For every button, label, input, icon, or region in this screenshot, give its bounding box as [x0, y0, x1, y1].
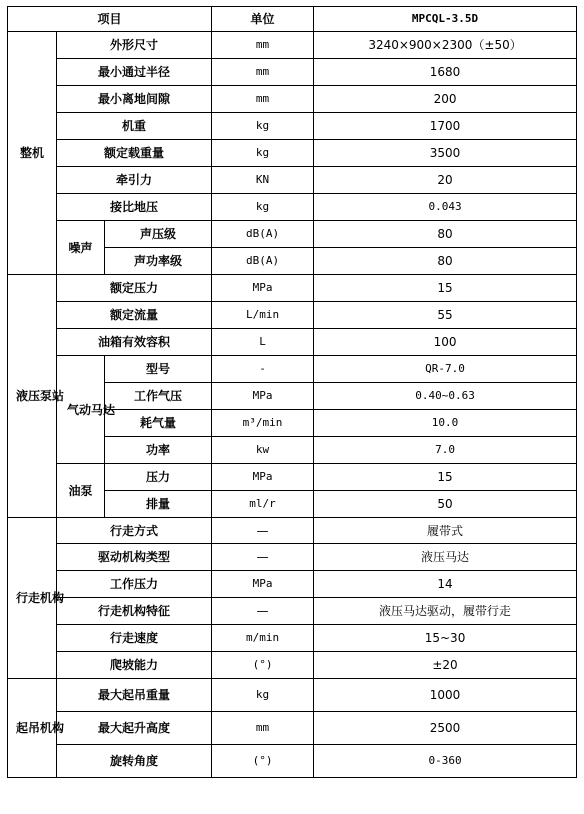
param-unit: (°) — [212, 745, 314, 778]
param-value: 液压马达驱动，履带行走 — [314, 598, 577, 625]
param-name: 耗气量 — [105, 410, 212, 437]
table-row — [8, 518, 577, 544]
param-name: 最小离地间隙 — [57, 86, 212, 113]
group-label: 起吊机构 — [8, 679, 57, 778]
table-row — [8, 113, 577, 140]
param-name: 声功率级 — [105, 248, 212, 275]
group-label: 整机 — [8, 32, 57, 275]
param-name: 功率 — [105, 437, 212, 464]
param-name: 外形尺寸 — [57, 32, 212, 59]
table-row — [8, 140, 577, 167]
param-value: 液压马达 — [314, 544, 577, 571]
param-unit: m³/min — [212, 410, 314, 437]
param-name: 最大起升高度 — [57, 712, 212, 745]
param-unit: — — [212, 544, 314, 571]
param-value: 3240×900×2300（±50） — [314, 32, 577, 59]
subgroup-label: 噪声 — [57, 221, 105, 275]
param-name: 额定流量 — [57, 302, 212, 329]
group-label: 液压泵站 — [8, 275, 57, 518]
param-value: 80 — [314, 248, 577, 275]
param-value: QR-7.0 — [314, 356, 577, 383]
param-unit: kg — [212, 679, 314, 712]
param-name: 机重 — [57, 113, 212, 140]
table-row — [8, 86, 577, 113]
param-name: 驱动机构类型 — [57, 544, 212, 571]
param-unit: mm — [212, 712, 314, 745]
table-row — [8, 32, 577, 59]
param-value: 100 — [314, 329, 577, 356]
param-unit: mm — [212, 86, 314, 113]
param-unit: MPa — [212, 383, 314, 410]
table-row — [8, 712, 577, 745]
header-unit: 单位 — [212, 7, 314, 32]
param-name: 行走速度 — [57, 625, 212, 652]
param-name: 额定载重量 — [57, 140, 212, 167]
param-name: 压力 — [105, 464, 212, 491]
param-name: 工作气压 — [105, 383, 212, 410]
table-row — [8, 464, 577, 491]
param-value: 14 — [314, 571, 577, 598]
param-value: 20 — [314, 167, 577, 194]
param-unit: (°) — [212, 652, 314, 679]
param-name: 行走方式 — [57, 518, 212, 544]
header-item: 项目 — [8, 7, 212, 32]
param-name: 行走机构特征 — [57, 598, 212, 625]
param-unit: ml/r — [212, 491, 314, 518]
group-label: 行走机构 — [8, 518, 57, 679]
param-name: 最小通过半径 — [57, 59, 212, 86]
table-row — [8, 625, 577, 652]
param-value: 0-360 — [314, 745, 577, 778]
param-name: 额定压力 — [57, 275, 212, 302]
param-value: 2500 — [314, 712, 577, 745]
param-unit: kw — [212, 437, 314, 464]
param-unit: mm — [212, 32, 314, 59]
subgroup-label: 气动马达 — [57, 356, 105, 464]
header-row — [8, 7, 577, 32]
param-unit: KN — [212, 167, 314, 194]
param-unit: MPa — [212, 571, 314, 598]
param-value: 10.0 — [314, 410, 577, 437]
param-unit: dB(A) — [212, 221, 314, 248]
table-row — [8, 571, 577, 598]
table-row — [8, 275, 577, 302]
table-row — [8, 302, 577, 329]
table-row — [8, 544, 577, 571]
param-unit: MPa — [212, 464, 314, 491]
param-value: 200 — [314, 86, 577, 113]
table-row — [8, 598, 577, 625]
table-row — [8, 745, 577, 778]
param-unit: MPa — [212, 275, 314, 302]
param-value: 0.40~0.63 — [314, 383, 577, 410]
param-name: 接比地压 — [57, 194, 212, 221]
table-row — [8, 329, 577, 356]
param-value: 55 — [314, 302, 577, 329]
spec-table — [7, 6, 577, 778]
param-value: 履带式 — [314, 518, 577, 544]
param-value: 0.043 — [314, 194, 577, 221]
param-value: 15 — [314, 464, 577, 491]
table-row — [8, 194, 577, 221]
table-row — [8, 221, 577, 248]
param-name: 油箱有效容积 — [57, 329, 212, 356]
param-value: 7.0 — [314, 437, 577, 464]
param-unit: kg — [212, 194, 314, 221]
param-value: 50 — [314, 491, 577, 518]
param-value: 3500 — [314, 140, 577, 167]
table-row — [8, 356, 577, 383]
param-name: 声压级 — [105, 221, 212, 248]
param-unit: — — [212, 598, 314, 625]
param-name: 牵引力 — [57, 167, 212, 194]
param-unit: kg — [212, 140, 314, 167]
param-name: 旋转角度 — [57, 745, 212, 778]
table-row — [8, 652, 577, 679]
param-name: 爬坡能力 — [57, 652, 212, 679]
param-unit: m/min — [212, 625, 314, 652]
param-value: 1700 — [314, 113, 577, 140]
param-value: 15~30 — [314, 625, 577, 652]
table-row — [8, 679, 577, 712]
param-unit: L — [212, 329, 314, 356]
param-name: 工作压力 — [57, 571, 212, 598]
param-unit: dB(A) — [212, 248, 314, 275]
param-unit: — — [212, 518, 314, 544]
param-value: 1000 — [314, 679, 577, 712]
param-name: 型号 — [105, 356, 212, 383]
param-unit: - — [212, 356, 314, 383]
param-value: 80 — [314, 221, 577, 248]
param-name: 排量 — [105, 491, 212, 518]
param-value: ±20 — [314, 652, 577, 679]
param-name: 最大起吊重量 — [57, 679, 212, 712]
subgroup-label: 油泵 — [57, 464, 105, 518]
table-row — [8, 59, 577, 86]
param-value: 1680 — [314, 59, 577, 86]
header-model: MPCQL-3.5D — [314, 7, 577, 32]
table-row — [8, 167, 577, 194]
param-unit: mm — [212, 59, 314, 86]
param-unit: L/min — [212, 302, 314, 329]
param-value: 15 — [314, 275, 577, 302]
param-unit: kg — [212, 113, 314, 140]
